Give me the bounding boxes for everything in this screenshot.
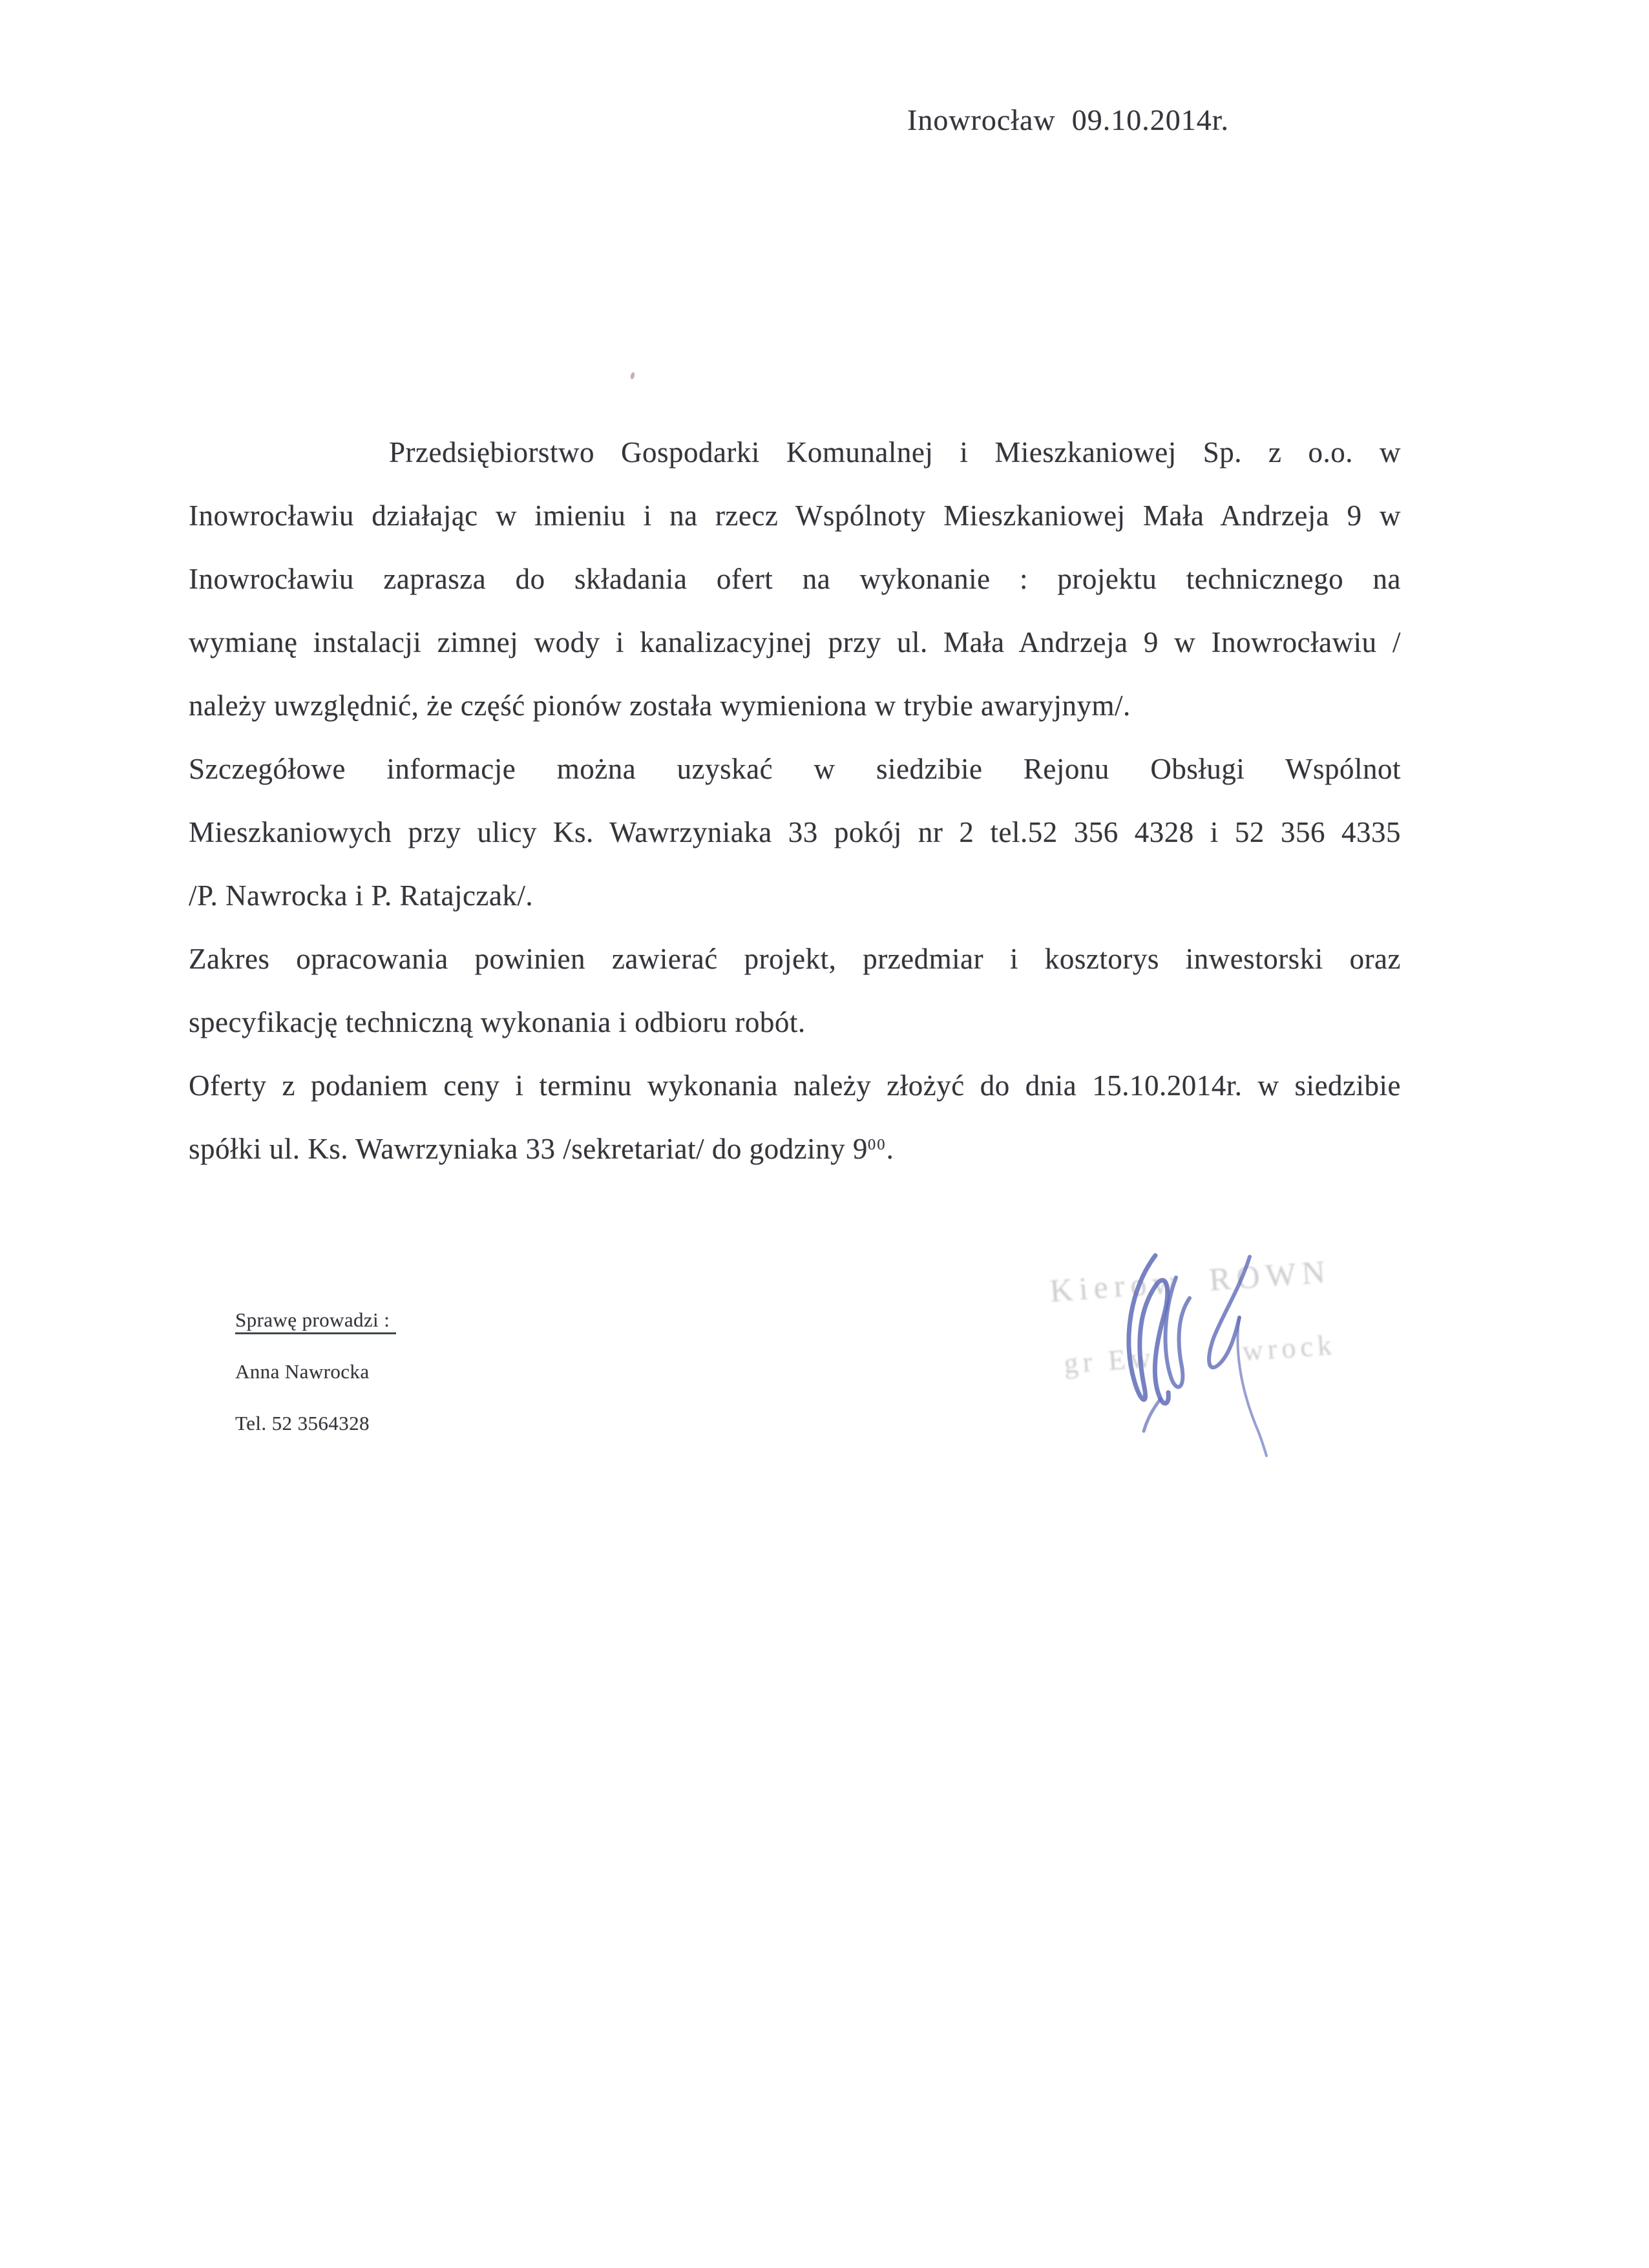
stamp-fragment: wrock: [1241, 1328, 1338, 1367]
handler-label-row: [235, 1294, 396, 1346]
handler-phone: Tel. 52 3564328: [235, 1412, 370, 1434]
date-line: Inowrocław 09.10.2014r.: [907, 103, 1229, 136]
contact-block: [235, 1294, 396, 1449]
scan-speck: [630, 372, 635, 379]
body-line: specyfikację techniczną wykonania i odbioru robót.: [189, 1006, 806, 1038]
body-line: Inowrocławiu działając w imieniu i na rzecz Wspólnoty Mieszkaniowej Mała Andrzeja 9 w: [189, 499, 1401, 532]
body-line: Oferty z podaniem ceny i terminu wykonania należy złożyć do dnia 15.10.2014r. w siedzibie: [189, 1069, 1401, 1102]
stamp-fragment: ROWN: [1208, 1252, 1332, 1298]
body-line: Zakres opracowania powinien zawierać projekt, przedmiar i kosztorys inwestorski oraz: [189, 943, 1401, 975]
body-line: /P. Nawrocka i P. Ratajczak/.: [189, 879, 534, 912]
body-line: Inowrocławiu zaprasza do składania ofert na wykonanie : projektu technicznego na: [189, 563, 1401, 595]
body-line: Szczegółowe informacje można uzyskać w siedzibie Rejonu Obsługi Wspólnot: [189, 753, 1401, 785]
body-line-text: spółki ul. Ks. Wawrzyniaka 33 /sekretariat/ do godziny 9: [189, 1133, 868, 1165]
body-line: Mieszkaniowych przy ulicy Ks. Wawrzyniaka 33 pokój nr 2 tel.52 356 4328 i 52 356 4335: [189, 816, 1401, 848]
superscript-hour: 00: [867, 1136, 887, 1154]
stamp-fragment: gr Ew: [1062, 1341, 1157, 1380]
signature-ink: [1066, 1237, 1299, 1460]
stamp-fragment: Kierow: [1048, 1263, 1183, 1309]
body-line: Przedsiębiorstwo Gospodarki Komunalnej i Mieszkaniowej Sp. z o.o. w: [389, 436, 1401, 468]
body-line-with-superscript: [189, 1117, 1401, 1181]
body-line: wymianę instalacji zimnej wody i kanalizacyjnej przy ul. Mała Andrzeja 9 w Inowrocławiu /: [189, 626, 1401, 658]
handler-name: Anna Nawrocka: [235, 1360, 370, 1383]
body-line: należy uwzględnić, że część pionów została wymieniona w trybie awaryjnym/.: [189, 689, 1131, 722]
handler-label: Sprawę prowadzi :: [235, 1308, 396, 1334]
body-line-text: .: [886, 1133, 894, 1165]
letter-body: [189, 421, 1401, 1181]
